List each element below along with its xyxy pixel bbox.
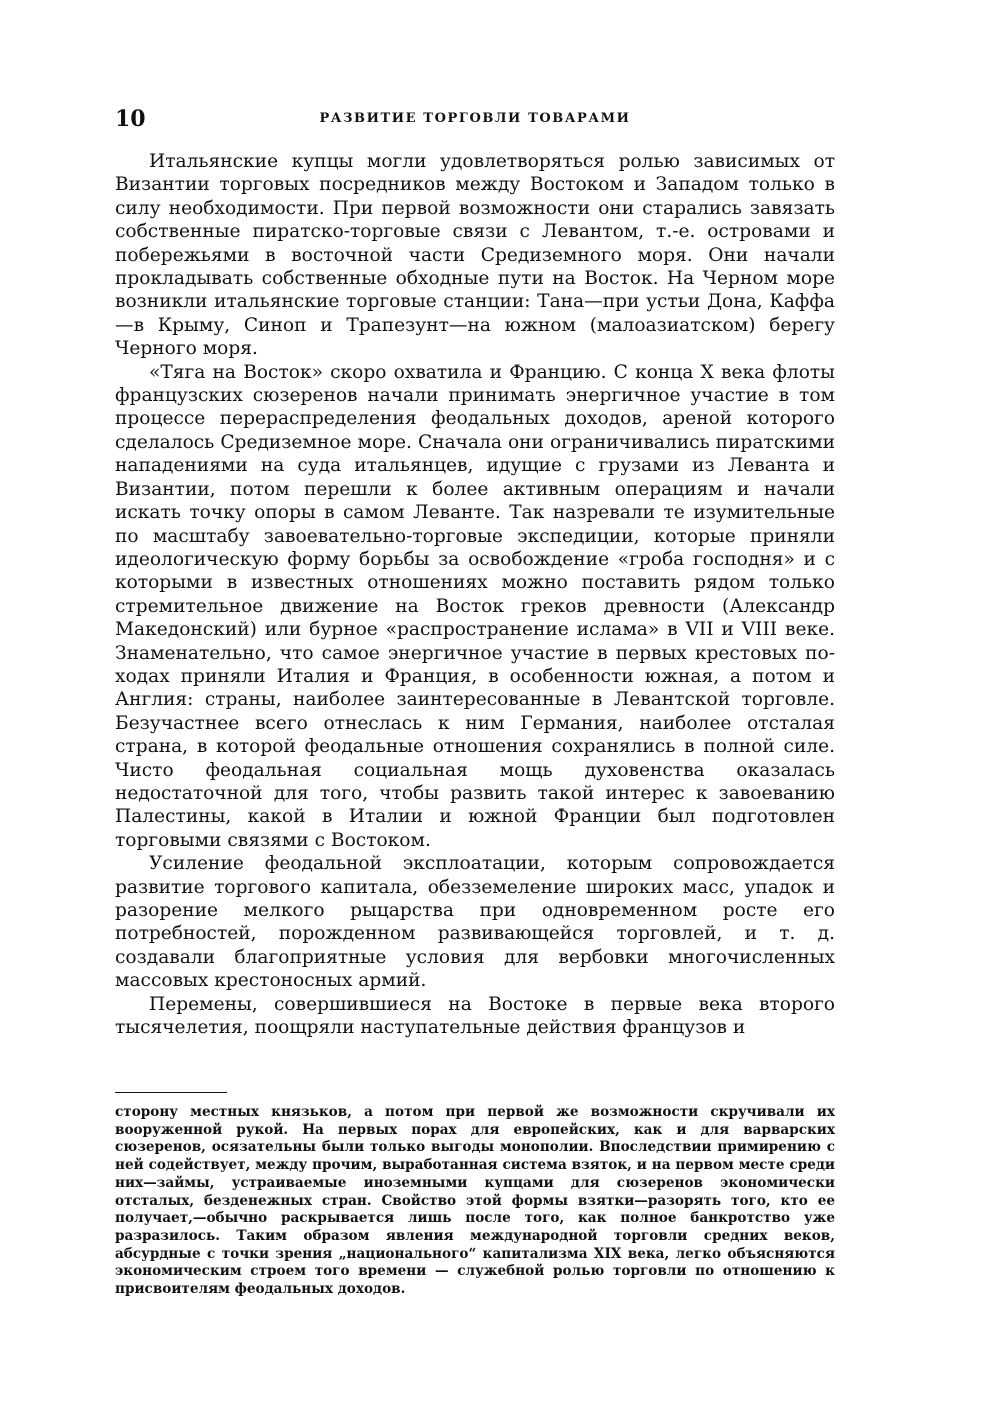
running-title: РАЗВИТИЕ ТОРГОВЛИ ТОВАРАМИ — [319, 111, 631, 126]
footnote — [115, 1104, 835, 1299]
main-text — [115, 150, 835, 1039]
page-number: 10 — [115, 106, 146, 132]
page-header — [115, 104, 835, 134]
paragraph: «Тяга на Восток» скоро охватила и Францию. С конца X века флоты французских сюзеренов начали принимать энергичное участие в том процессе перераспределения феодальных доходов, ареной которого сделалось Средиземное море. Сначала они ограничивались пиратскими нападениями на суда итальянцев, идущие с грузами из Леванта и Византии, потом перешли к более активным операциям и начали искать точку опоры в самом Леванте. Так назревали те изумительные по масштабу завоевательно-торговые экспедиции, которые приняли идеологическую форму борьбы за освобождение «гроба господня» и с которыми в известных отношениях можно поставить рядом только стремительное движение на Восток греков древности (Александр Македонский) или бурное «распространение ислама» в VII и VIII веке. Знаменательно, что самое энергичное участие в первых крестовых походах приняли Италия и Франция, в особенности южная, а потом и Англия: страны, наиболее заинтересованные в Левантской торговле. Безучастнее всего отнеслась к ним Германия, наиболее отсталая страна, в которой феодальные отношения сохранялись в полной силе. Чисто феодальная социальная мощь духовенства оказалась недостаточной для того, чтобы развить такой интерес к завоеванию Палестины, какой в Италии и южной Франции был подготовлен торговыми связями с Востоком. — [115, 361, 835, 851]
footnote-divider — [115, 1092, 227, 1093]
footnote-text: сторону местных князьков, а потом при первой же возможности скручивали их вооруженной рукой. На первых порах для европейских, как и для варварских сюзеренов, осязательны были только выгоды монополии. Впоследствии примирению с ней содействует, между прочим, выработанная система взяток, и на первом месте среди них—займы, устраиваемые иноземными купцами для сюзеренов экономически отсталых, безденежных стран. Свойство этой формы взятки—разорять того, кто ее получает,—обычно раскрывается лишь после того, как полное банкротство уже разразилось. Таким образом явления международной торговли средних веков, абсурдные с точки зрения „национального“ капитализма XIX века, легко объясняются экономическим строем того времени — служебной ролью торговли по отношению к присвоителям феодальных доходов. — [115, 1104, 835, 1298]
paragraph: Итальянские купцы могли удовлетворяться ролью зависимых от Византии торговых посредников между Востоком и Западом только в силу необходимости. При первой возможности они старались завязать собственные пиратско-торговые связи с Левантом, т.-е. островами и побережьями в восточной части Средиземного моря. Они начали прокладывать собственные обходные пути на Восток. На Черном море возникли итальянские торговые станции: Тана—при устьи Дона, Каффа—в Крыму, Синоп и Трапезунт—на южном (малоазиатском) берегу Черного моря. — [115, 151, 835, 360]
paragraph: Перемены, совершившиеся на Востоке в первые века второго тысячелетия, поощряли наступательные действия французов и — [115, 993, 835, 1039]
paragraph: Усиление феодальной эксплоатации, которым сопровождается развитие торгового капитала, обезземеление широких масс, упадок и разорение мелкого рыцарства при одновременном росте его потребностей, порожденном развивающейся торговлей, и т. д. создавали благоприятные условия для вербовки многочисленных массовых крестоносных армий. — [115, 853, 835, 992]
